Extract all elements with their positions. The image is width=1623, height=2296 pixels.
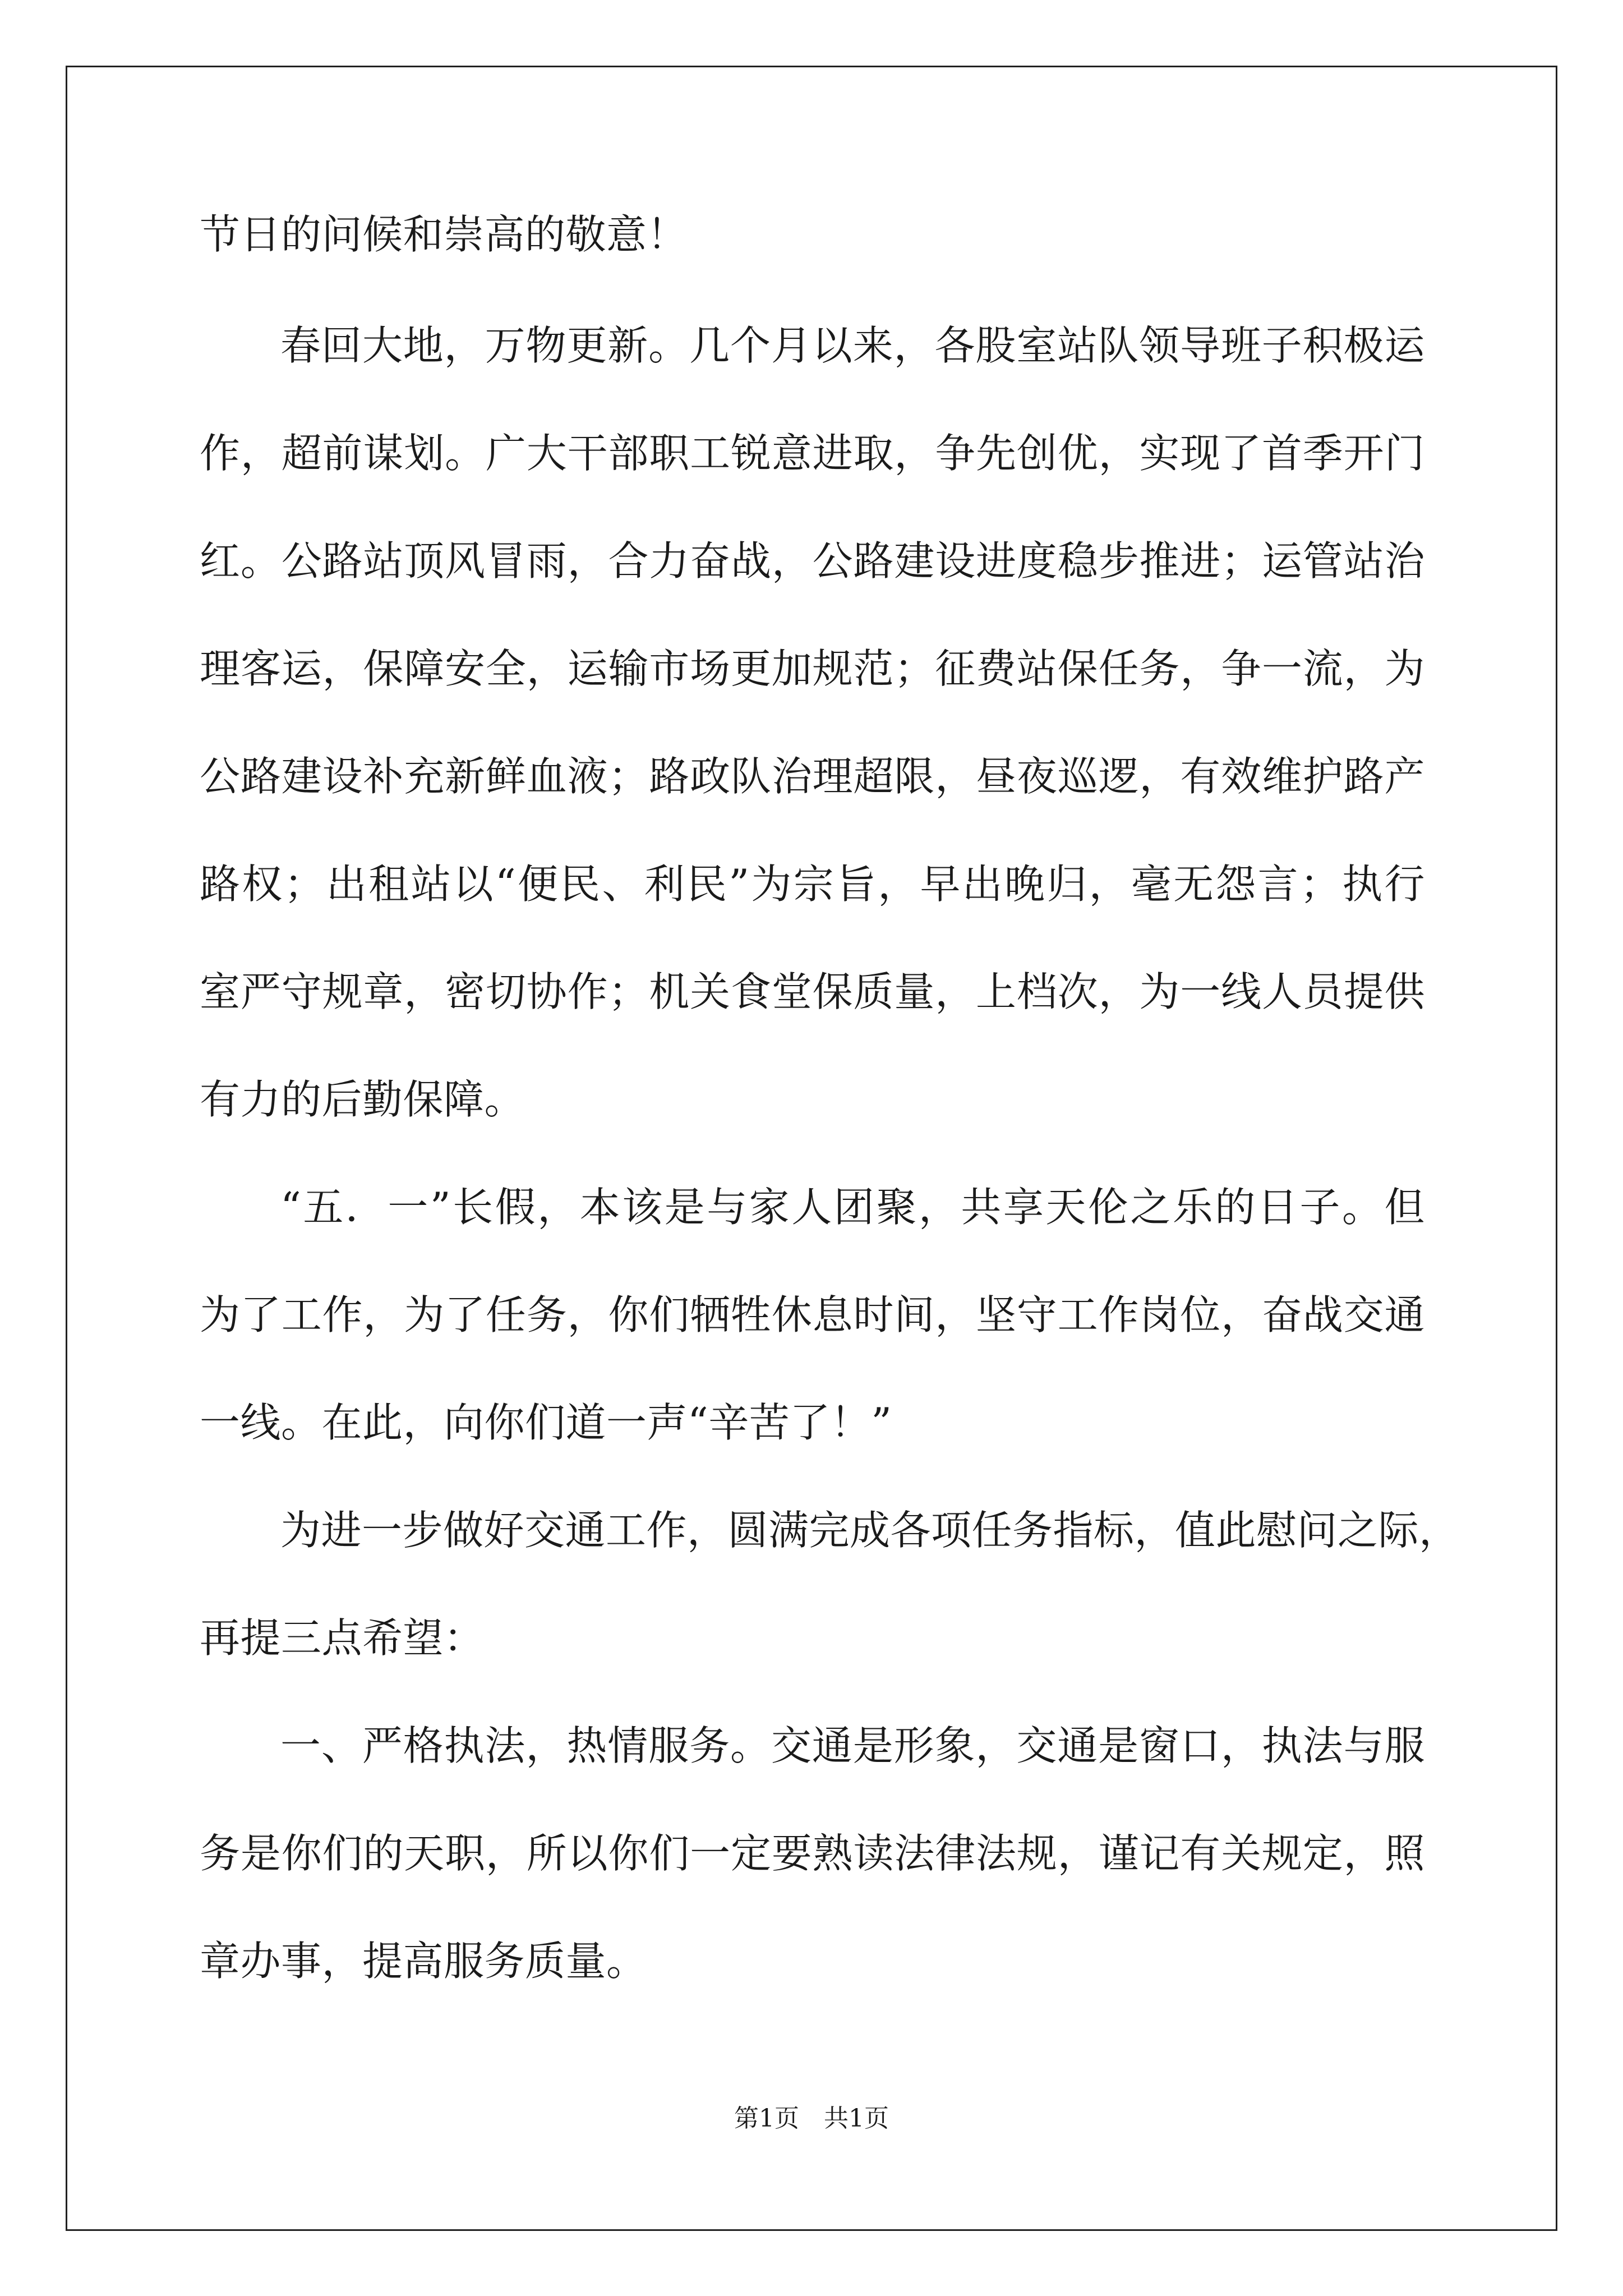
- paragraph-first-line: 春回大地，万物更新。几个月以来，各股室站队领导班子积极运: [280, 322, 1425, 369]
- text-line: 理客运，保障安全，运输市场更加规范；征费站保任务，争一流，为: [200, 645, 1425, 692]
- page-border: [66, 66, 1557, 2231]
- text-line: 再提三点希望：: [200, 1614, 485, 1662]
- text-line: 室严守规章，密切协作；机关食堂保质量，上档次，为一线人员提供: [200, 968, 1425, 1015]
- text-line: 章办事，提高服务质量。: [200, 1938, 647, 1985]
- text-line: 有力的后勤保障。: [200, 1076, 525, 1123]
- text-line: 节日的问候和崇高的敬意！: [200, 211, 688, 258]
- text-line: 一线。在此，向你们道一声“辛苦了！”: [200, 1399, 892, 1446]
- text-line: 公路建设补充新鲜血液；路政队治理超限，昼夜巡逻，有效维护路产: [200, 753, 1425, 800]
- paragraph-first-line: 为进一步做好交通工作，圆满完成各项任务指标，值此慰问之际，: [280, 1507, 1460, 1554]
- text-line: 路权；出租站以“便民、利民”为宗旨，早出晚归，毫无怨言；执行: [200, 861, 1425, 908]
- text-line: 红。公路站顶风冒雨，合力奋战，公路建设进度稳步推进；运管站治: [200, 537, 1425, 585]
- text-line: 为了工作，为了任务，你们牺牲休息时间，坚守工作岗位，奋战交通: [200, 1291, 1425, 1338]
- text-line: 作，超前谋划。广大干部职工锐意进取，争先创优，实现了首季开门: [200, 430, 1425, 477]
- text-line: 务是你们的天职，所以你们一定要熟读法律法规，谨记有关规定，照: [200, 1830, 1425, 1877]
- page-number-footer: 第1页 共1页: [734, 2104, 889, 2133]
- paragraph-first-line: 一、严格执法，热情服务。交通是形象，交通是窗口，执法与服: [280, 1722, 1425, 1769]
- paragraph-first-line: “五．一”长假，本该是与家人团聚，共享天伦之乐的日子。但: [280, 1184, 1425, 1231]
